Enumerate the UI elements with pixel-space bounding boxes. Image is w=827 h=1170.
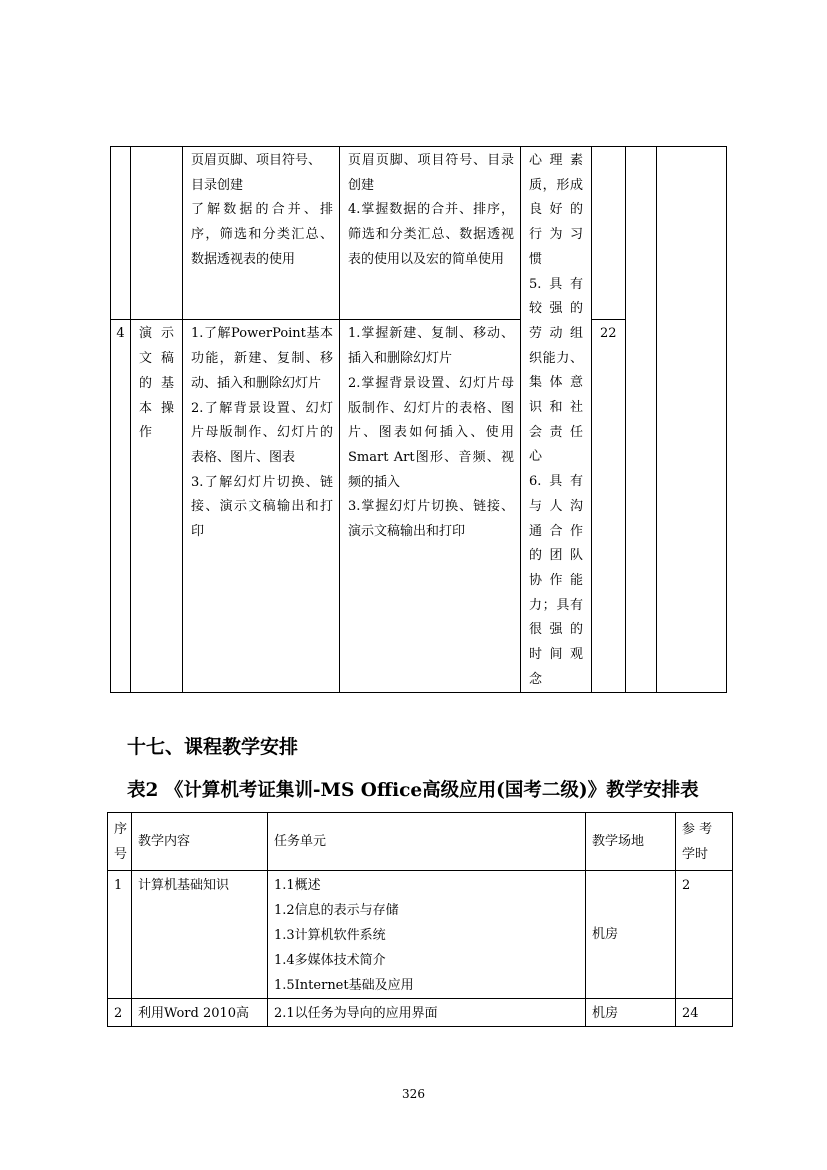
text-line: 惯 xyxy=(529,251,543,267)
text-line: 很强的 xyxy=(529,622,583,638)
text-line: 识和社 xyxy=(529,400,583,416)
task-item: 2.1以任务为导向的应用界面 xyxy=(274,1006,438,1021)
table-row xyxy=(108,999,733,1027)
text-paragraph: 2.掌握背景设置、幻灯片母版制作、幻灯片的表格、图片、图表如何插入、使用Smart Art图形、音频、视频的插入 xyxy=(348,375,514,490)
text-line: 力；具有 xyxy=(529,597,583,613)
row-number-cell: 1 xyxy=(108,871,132,999)
task-item: 1.3计算机软件系统 xyxy=(274,928,386,943)
text-line: 质，形成 xyxy=(529,177,583,193)
task-item: 1.2信息的表示与存储 xyxy=(274,903,399,918)
text-paragraph: 了解数据的合并、排序，筛选和分类汇总、数据透视表的使用 xyxy=(191,202,333,267)
page-number: 326 xyxy=(402,1087,425,1101)
header-place: 教学场地 xyxy=(586,813,676,871)
topic-line: 作 xyxy=(139,425,153,441)
text-line: 协作能 xyxy=(529,572,583,588)
text-line: 时间观 xyxy=(529,647,583,663)
topic-line: 本操 xyxy=(139,400,174,416)
table-row xyxy=(111,147,727,320)
topic-cell xyxy=(131,320,183,693)
table-row xyxy=(108,871,733,999)
text-line: 较强的 xyxy=(529,301,583,317)
text-paragraph: 3.了解幻灯片切换、链接、演示文稿输出和打印 xyxy=(191,474,333,540)
text-line: 行为习 xyxy=(529,227,583,243)
course-content-table xyxy=(110,146,727,693)
text-line: 念 xyxy=(529,671,543,687)
text-line: 目录创建 xyxy=(191,177,244,193)
header-task: 任务单元 xyxy=(268,813,586,871)
header-hours: 参 考 学时 xyxy=(676,813,733,871)
task-item: 1.5Internet基础及应用 xyxy=(274,978,414,993)
text-line: 通合作 xyxy=(529,523,583,539)
text-line: 与人沟 xyxy=(529,498,583,514)
task-item: 1.4多媒体技术简介 xyxy=(274,953,386,968)
text-line: 心理素 xyxy=(529,153,583,168)
place-cell: 机房 xyxy=(586,999,676,1027)
table-header-row xyxy=(108,813,733,871)
skill-cell xyxy=(340,320,521,693)
hours-cell: 24 xyxy=(676,999,733,1027)
text-line: 集体意 xyxy=(529,375,583,391)
text-line: 劳动组 xyxy=(529,325,583,341)
text-paragraph: 1.了解PowerPoint基本功能，新建、复制、移动、插入和删除幻灯片 xyxy=(191,326,333,391)
text-line: 心 xyxy=(529,449,543,465)
task-cell xyxy=(268,871,586,999)
text-line: 会责任 xyxy=(529,424,583,440)
text-paragraph: 3.掌握幻灯片切换、链接、演示文稿输出和打印 xyxy=(348,499,514,540)
row-number-cell: 4 xyxy=(111,320,131,693)
text-line: 6.具有 xyxy=(529,474,583,490)
hours-cell: 2 xyxy=(676,871,733,999)
topic-line: 的基 xyxy=(139,375,174,391)
header-content: 教学内容 xyxy=(132,813,268,871)
hours-cell xyxy=(592,147,626,320)
content-cell: 利用Word 2010高 xyxy=(132,999,268,1027)
text-paragraph: 1.掌握新建、复制、移动、插入和删除幻灯片 xyxy=(348,326,514,367)
knowledge-cell xyxy=(183,320,340,693)
row-number-cell xyxy=(111,147,131,320)
schedule-table xyxy=(107,812,733,1027)
skill-cell xyxy=(340,147,521,320)
task-cell xyxy=(268,999,586,1027)
text-paragraph: 页眉页脚、项目符号、目录创建 xyxy=(348,153,514,193)
text-line: 的团队 xyxy=(529,548,583,564)
text-line: 页眉页脚、项目符号、 xyxy=(191,153,322,168)
task-item: 1.1概述 xyxy=(274,878,321,893)
header-num: 序 号 xyxy=(108,813,132,871)
section-heading: 十七、课程教学安排 xyxy=(127,736,299,758)
topic-cell xyxy=(131,147,183,320)
text-line: 良好的 xyxy=(529,202,583,218)
text-line: 5.具有 xyxy=(529,276,583,292)
place-cell: 机房 xyxy=(586,871,676,999)
empty-cell xyxy=(626,147,657,693)
knowledge-cell xyxy=(183,147,340,320)
topic-line: 演示 xyxy=(139,326,174,342)
text-line: 织能力、 xyxy=(529,350,583,366)
content-cell: 计算机基础知识 xyxy=(132,871,268,999)
table-caption: 表2 《计算机考证集训-MS Office高级应用(国考二级)》教学安排表 xyxy=(127,780,699,801)
topic-line: 文稿 xyxy=(139,351,174,367)
empty-cell xyxy=(657,147,727,693)
text-paragraph: 4.掌握数据的合并、排序，筛选和分类汇总、数据透视表的使用以及宏的简单使用 xyxy=(348,202,514,267)
row-number-cell: 2 xyxy=(108,999,132,1027)
quality-cell xyxy=(521,147,592,693)
text-paragraph: 2.了解背景设置、幻灯片母版制作、幻灯片的表格、图片、图表 xyxy=(191,400,333,465)
hours-cell: 22 xyxy=(592,320,626,693)
